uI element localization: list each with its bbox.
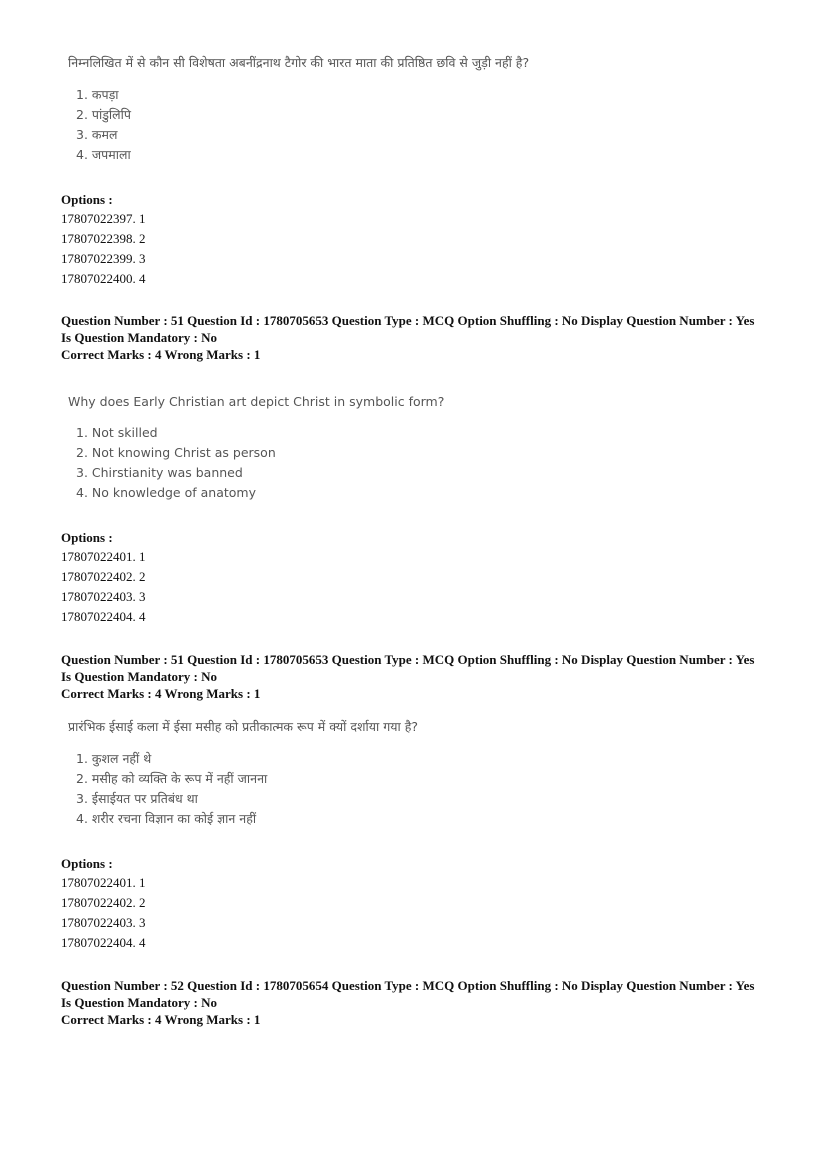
choice-item: 2. Not knowing Christ as person [76, 445, 276, 460]
question-meta [61, 977, 777, 1028]
choice-item: 3. ईसाईयत पर प्रतिबंध था [76, 791, 198, 806]
question-stem: Why does Early Christian art depict Christ in symbolic form? [68, 394, 445, 409]
options-label: Options : [61, 530, 113, 545]
option-row: 17807022400. 4 [61, 271, 146, 286]
choice-item: 1. Not skilled [76, 425, 158, 440]
option-row: 17807022397. 1 [61, 211, 146, 226]
options-label: Options : [61, 192, 113, 207]
question-image [68, 54, 529, 165]
options-block [61, 190, 146, 289]
question-image [68, 394, 444, 503]
option-row: 17807022402. 2 [61, 895, 146, 910]
choice-item: 4. शरीर रचना विज्ञान का कोई ज्ञान नहीं [76, 811, 257, 826]
question-mandatory: Is Question Mandatory : No [61, 995, 218, 1010]
question-stem: निम्नलिखित में से कौन सी विशेषता अबनींद्रनाथ टैगोर की भारत माता की प्रतिष्ठित छवि से जुड़ी नहीं है? [68, 55, 530, 70]
question-mandatory: Is Question Mandatory : No [61, 669, 218, 684]
choice-list [76, 423, 444, 503]
option-row: 17807022399. 3 [61, 251, 146, 266]
options-block [61, 854, 146, 953]
choice-item: 4. No knowledge of anatomy [76, 485, 256, 500]
option-row: 17807022403. 3 [61, 589, 146, 604]
choice-item: 4. जपमाला [76, 147, 131, 162]
question-stem: प्रारंभिक ईसाई कला में ईसा मसीह को प्रतीकात्मक रूप में क्यों दर्शाया गया है? [68, 719, 418, 734]
question-marks: Correct Marks : 4 Wrong Marks : 1 [61, 1012, 261, 1027]
option-row: 17807022404. 4 [61, 935, 146, 950]
question-meta [61, 312, 777, 363]
choice-list [76, 749, 418, 829]
choice-item: 1. कपड़ा [76, 87, 119, 102]
choice-item: 1. कुशल नहीं थे [76, 751, 152, 766]
question-mandatory: Is Question Mandatory : No [61, 330, 218, 345]
option-row: 17807022404. 4 [61, 609, 146, 624]
question-meta-line: Question Number : 52 Question Id : 1780705654 Question Type : MCQ Option Shuffling : No Display Question Number : Yes [61, 978, 755, 993]
question-marks: Correct Marks : 4 Wrong Marks : 1 [61, 686, 261, 701]
question-meta-line: Question Number : 51 Question Id : 1780705653 Question Type : MCQ Option Shuffling : No Display Question Number : Yes [61, 313, 755, 328]
choice-item: 2. मसीह को व्यक्ति के रूप में नहीं जानना [76, 771, 268, 786]
option-row: 17807022402. 2 [61, 569, 146, 584]
question-meta-line: Question Number : 51 Question Id : 1780705653 Question Type : MCQ Option Shuffling : No Display Question Number : Yes [61, 652, 755, 667]
options-label: Options : [61, 856, 113, 871]
option-row: 17807022403. 3 [61, 915, 146, 930]
options-block [61, 528, 146, 627]
option-row: 17807022401. 1 [61, 875, 146, 890]
choice-list [76, 85, 529, 165]
question-image [68, 718, 418, 829]
choice-item: 2. पांडुलिपि [76, 107, 131, 122]
option-row: 17807022398. 2 [61, 231, 146, 246]
choice-item: 3. Chirstianity was banned [76, 465, 243, 480]
question-meta [61, 651, 777, 702]
option-row: 17807022401. 1 [61, 549, 146, 564]
choice-item: 3. कमल [76, 127, 118, 142]
question-marks: Correct Marks : 4 Wrong Marks : 1 [61, 347, 261, 362]
